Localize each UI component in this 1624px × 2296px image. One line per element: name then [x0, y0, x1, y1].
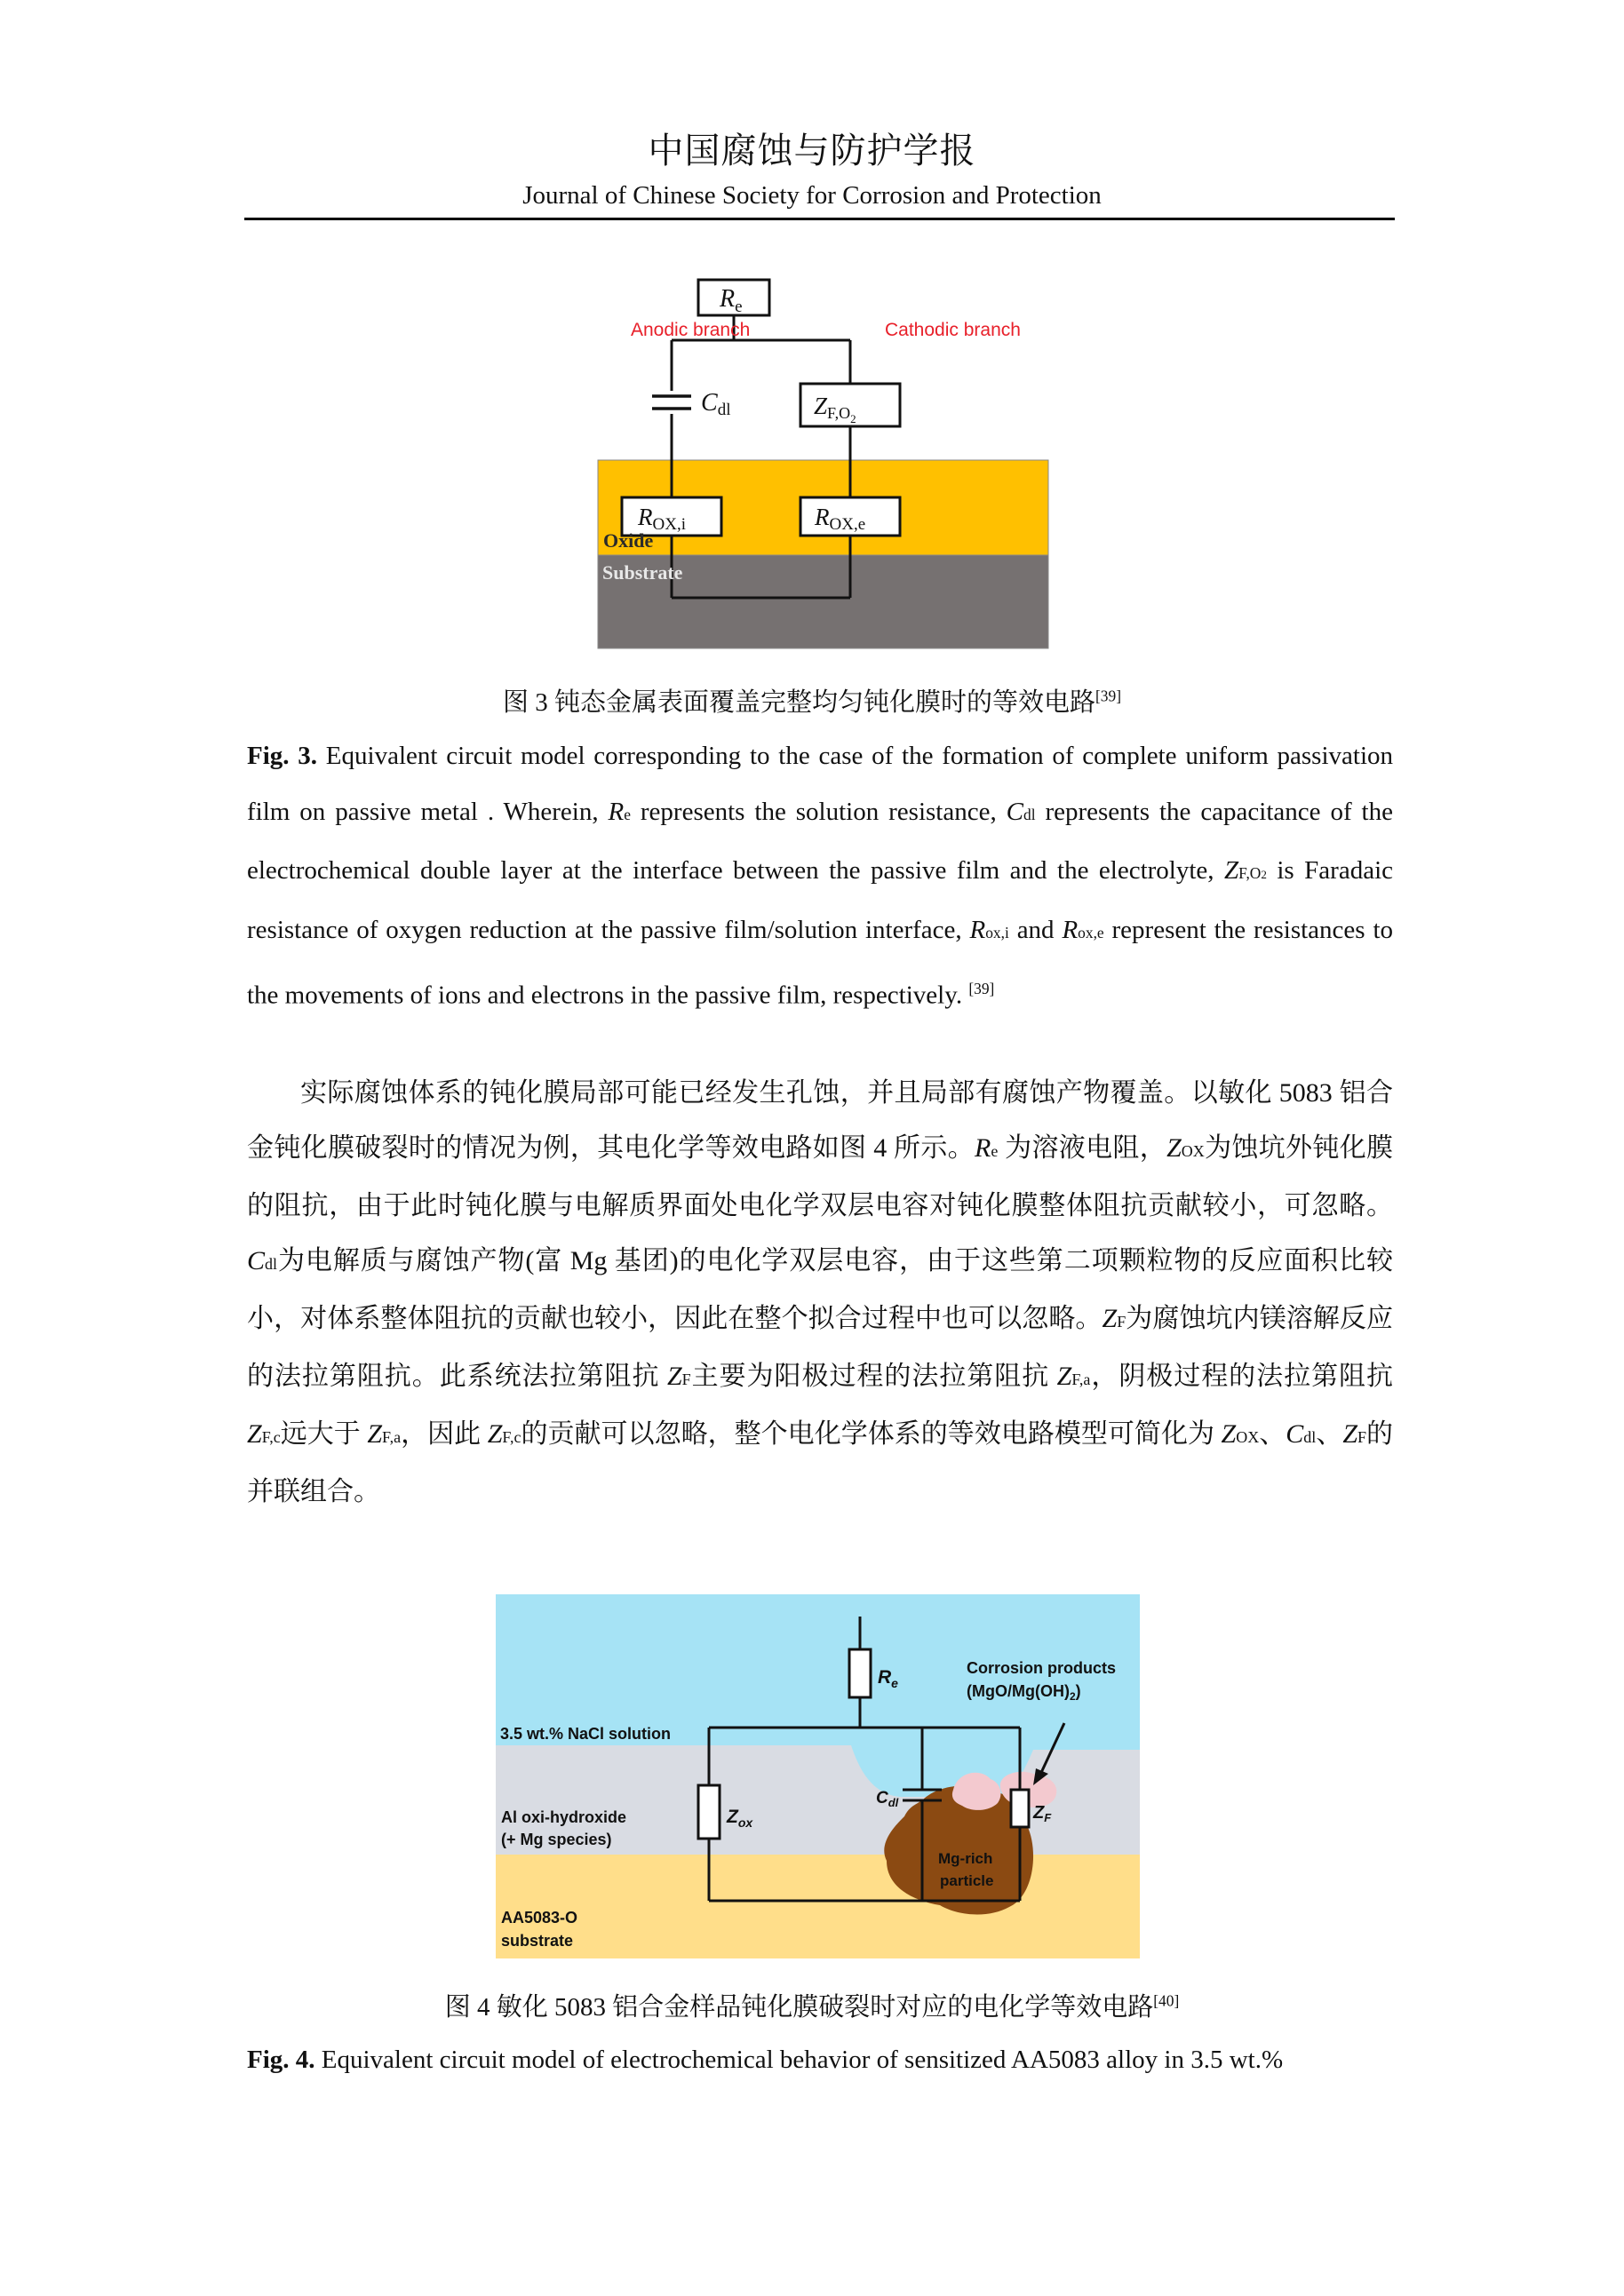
- figure-4-caption-cn: 图 4 敏化 5083 铝合金样品钝化膜破裂时对应的电化学等效电路[40]: [444, 1991, 1180, 2022]
- journal-title-cn: 中国腐蚀与防护学报: [648, 131, 976, 171]
- figure-3-caption-en: Fig. 3. Equivalent circuit model corresponding to the case of the formation of complete uniform passivation film on passive metal . Wherein, Re represents the solution resistance, Cdl represents the capacitance of the electrochemical double layer at the interface between the passive film and the electrolyte, ZF,O2 is Faradaic resistance of oxygen reduction at the passive film/solution interface, Rox,i and Rox,e represent the resistances to the movements of ions and electrons in the passive film, respectively. [39]: [247, 742, 1394, 1010]
- cdl-label: Cdl: [701, 389, 731, 419]
- re-resistor: [849, 1649, 871, 1697]
- svg-text:substrate: substrate: [501, 1932, 574, 1950]
- svg-text:ROX,i: ROX,i: [638, 504, 686, 534]
- svg-text:Re: $R_e$: [720, 285, 743, 316]
- figure-4-caption-en: Fig. 4. Equivalent circuit model of electrochemical behavior of sensitized AA5083 alloy in 3.5 wt.%: [247, 2046, 1284, 2074]
- svg-text:ZF,O2: ZF,O2: [814, 393, 856, 425]
- cathodic-branch-label: Cathodic branch: [885, 320, 1021, 340]
- substrate-label: AA5083-O: [501, 1909, 578, 1927]
- substrate-label: Substrate: [602, 561, 683, 584]
- particle-label: Mg-rich: [938, 1850, 993, 1867]
- mg-species-label: (+ Mg species): [501, 1831, 612, 1848]
- journal-title-en: Journal of Chinese Society for Corrosion and Protection: [522, 181, 1102, 210]
- substrate-layer: [496, 1855, 1140, 1958]
- figure-3-circuit: [595, 271, 1057, 653]
- figure-4-circuit: [496, 1594, 1140, 1958]
- oxide-label: Oxide: [603, 529, 654, 552]
- svg-text:ZF: $Z_F$: [1033, 1803, 1052, 1824]
- svg-text:(MgO/Mg(OH)2): $(MgO/Mg(OH)_2)$: [967, 1682, 1081, 1703]
- svg-text:Re: $R_e$: [878, 1667, 898, 1690]
- oxi-hydroxide-label: Al oxi-hydroxide: [501, 1808, 627, 1826]
- cdl-label: $C_{dl}$: [876, 1789, 899, 1809]
- svg-text:particle: particle: [940, 1872, 994, 1889]
- figure-3-caption-cn: 图 3 钝态金属表面覆盖完整均匀钝化膜时的等效电路[39]: [503, 687, 1121, 717]
- corrosion-products-label: Corrosion products: [967, 1659, 1117, 1677]
- nacl-solution-label: 3.5 wt.% NaCl solution: [500, 1725, 672, 1743]
- body-paragraph: 实际腐蚀体系的钝化膜局部可能已经发生孔蚀，并且局部有腐蚀产物覆盖。以敏化 5083 铝合金钝化膜破裂时的情况为例，其电化学等效电路如图 4 所示。Re 为溶液电阻，ZOX为蚀坑外钝化膜的阻抗，由于此时钝化膜与电解质界面处电化学双层电容对钝化膜整体阻抗贡献较小，可忽略。Cdl为电解质与腐蚀产物(富 Mg 基团)的电化学双层电容，由于这些第二项颗粒物的反应面积比较小，对体系整体阻抗的贡献也较小，因此在整个拟合过程中也可以忽略。ZF为腐蚀坑内镁溶解反应的法拉第阻抗。此系统法拉第阻抗 ZF主要为阳极过程的法拉第阻抗 ZF,a，阴极过程的法拉第阻抗 ZF,c远大于 ZF,a，因此 ZF,c的贡献可以忽略，整个电化学体系的等效电路模型可简化为 ZOX、Cdl、ZF的并联组合。: [247, 1078, 1394, 1506]
- header-rule: [244, 218, 1395, 220]
- zf-impedance: [1011, 1790, 1029, 1827]
- zox-resistor: [698, 1785, 720, 1839]
- svg-text:ROX,e: ROX,e: [815, 504, 866, 534]
- svg-text:Zox: $Z_{ox}$: [727, 1807, 753, 1830]
- anodic-branch-label: Anodic branch: [631, 320, 751, 340]
